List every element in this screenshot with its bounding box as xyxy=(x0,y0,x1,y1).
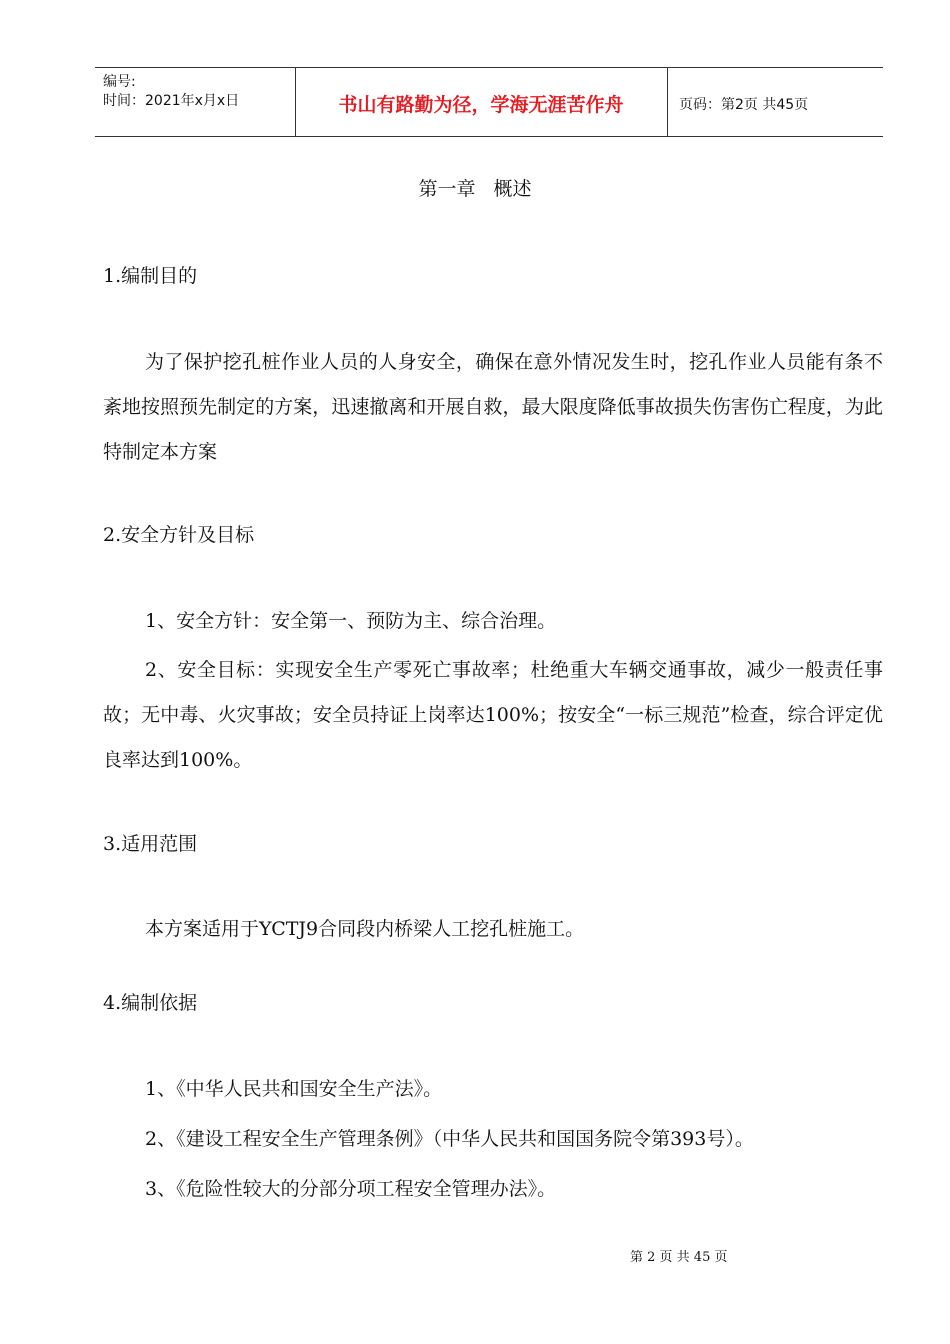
scope-paragraph: 本方案适用于YCTJ9合同段内桥梁人工挖孔桩施工。 xyxy=(145,918,585,940)
header-motto-cell xyxy=(295,68,668,136)
section-heading-policy: 2.安全方针及目标 xyxy=(103,524,255,546)
policy-item-1: 1、安全方针：安全第一、预防为主、综合治理。 xyxy=(145,610,557,632)
page-header xyxy=(95,67,883,137)
purpose-paragraph: 为了保护挖孔桩作业人员的人身安全，确保在意外情况发生时，挖孔作业人员能有条不紊地按照预先制定的方案，迅速撤离和开展自救，最大限度降低事故损失伤害伤亡程度，为此特制定本方案 xyxy=(103,351,883,463)
basis-item-3: 3、《危险性较大的分部分项工程安全管理办法》。 xyxy=(145,1178,557,1200)
section-heading-purpose: 1.编制目的 xyxy=(103,265,198,287)
header-info-cell xyxy=(95,68,296,136)
page-footer: 第 2 页 共 45 页 xyxy=(630,1250,728,1265)
chapter-title: 第一章 概述 xyxy=(418,178,532,200)
basis-item-1: 1、《中华人民共和国安全生产法》。 xyxy=(145,1078,443,1100)
header-page-cell xyxy=(667,68,883,136)
section-heading-basis: 4.编制依据 xyxy=(103,992,198,1014)
basis-item-2: 2、《建设工程安全生产管理条例》（中华人民共和国国务院令第393号）。 xyxy=(145,1128,754,1150)
motto-text: 书山有路勤为径，学海无涯苦作舟 xyxy=(338,94,624,116)
doc-number-label: 编号: xyxy=(103,74,136,90)
policy-item-2: 2、安全目标：实现安全生产零死亡事故率；杜绝重大车辆交通事故，减少一般责任事故；无中毒、火灾事故；安全员持证上岗率达100%；按安全“一标三规范”检查，综合评定优良率达到100%。 xyxy=(103,659,883,771)
section-heading-scope: 3.适用范围 xyxy=(103,833,198,855)
page-code: 页码：第2页 共45页 xyxy=(679,97,809,113)
date-label: 时间：2021年x月x日 xyxy=(103,93,240,109)
